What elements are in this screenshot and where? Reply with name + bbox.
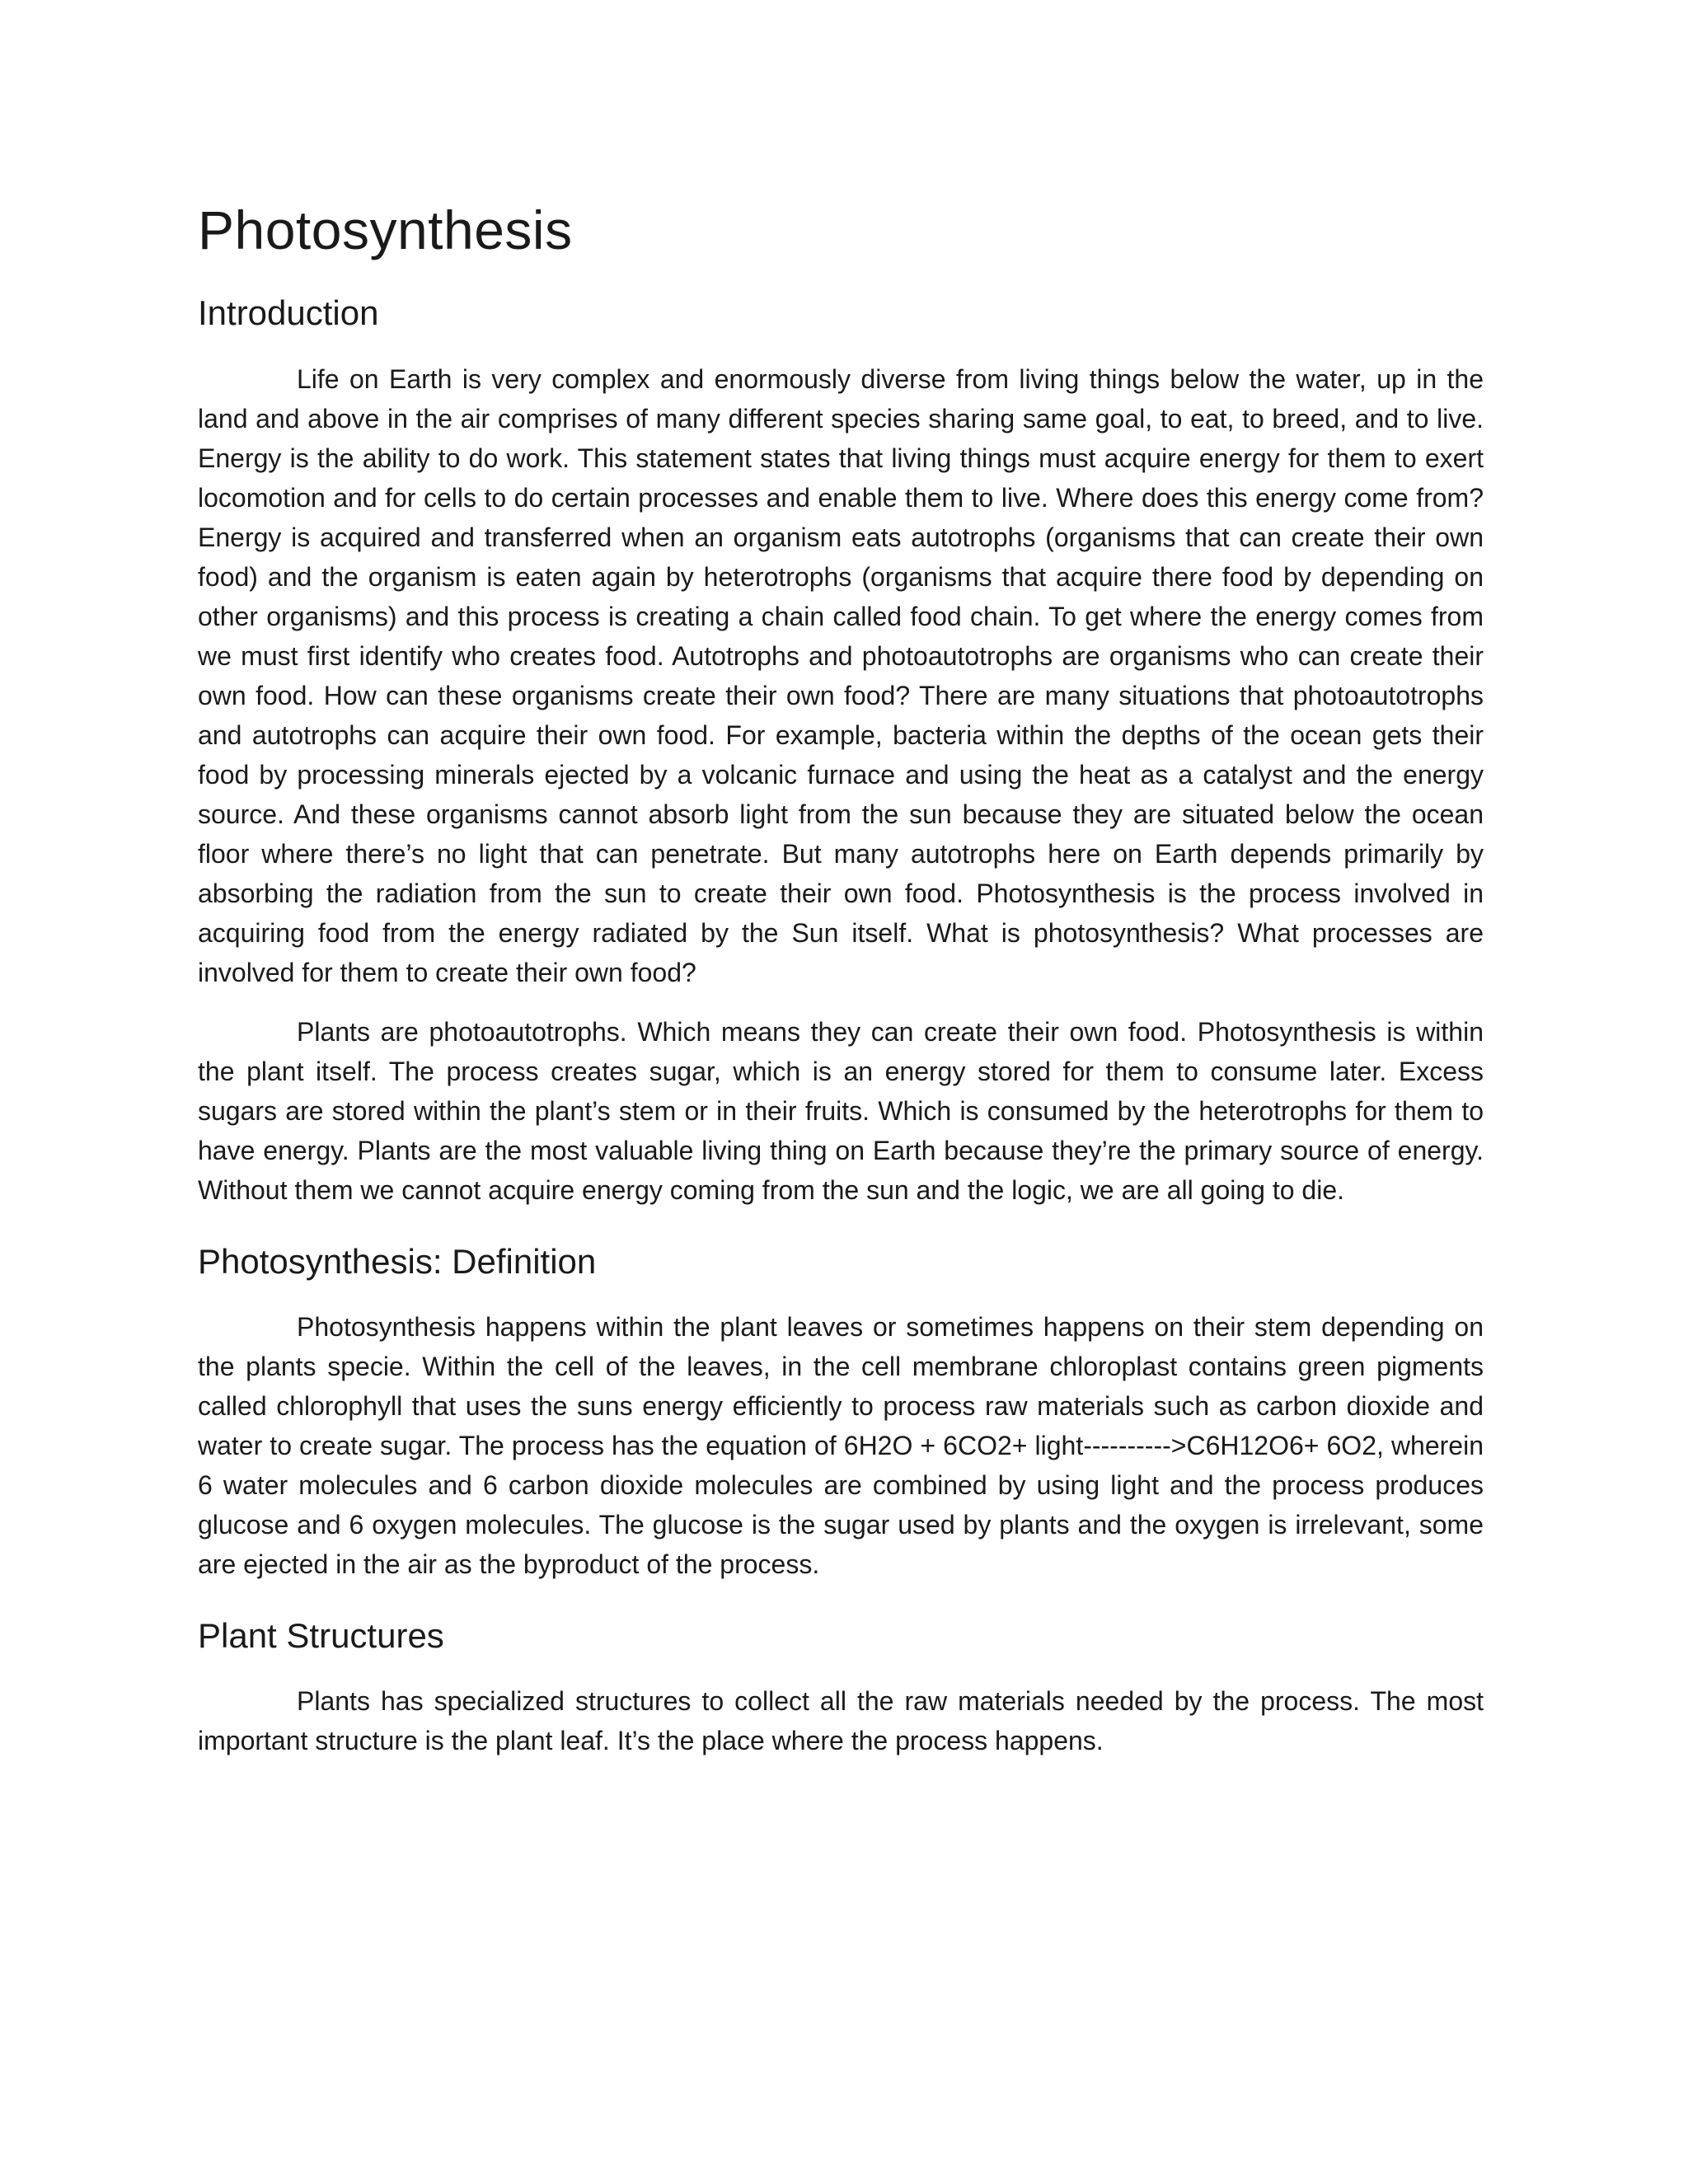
- section-heading-definition: Photosynthesis: Definition: [198, 1241, 597, 1281]
- document-title: Photosynthesis: [198, 199, 573, 260]
- section-heading-introduction: Introduction: [198, 293, 379, 333]
- paragraph-introduction-2: Plants are photoautotrophs. Which means they can create their own food. Photosynthesis is within the plant itself. The process creates sugar, which is an energy stored for them to consume later. Excess sugars are stored within the plant’s stem or in their fruits. Which is consumed by the heterotrophs for them to have energy. Plants are the most valuable living thing on Earth because they’re the primary source of energy. Without them we cannot acquire energy coming from the sun and the logic, we are all going to die.: [198, 1016, 1484, 1205]
- paragraph-introduction-1: Life on Earth is very complex and enormously diverse from living things below the water, up in the land and above in the air comprises of many different species sharing same goal, to eat, to breed, and to live. Energy is the ability to do work. This statement states that living things must acquire energy for them to exert locomotion and for cells to do certain processes and enable them to live. Where does this energy come from? Energy is acquired and transferred when an organism eats autotrophs (organisms that can create their own food) and the organism is eaten again by heterotrophs (organisms that acquire there food by depending on other organisms) and this process is creating a chain called food chain. To get where the energy comes from we must first identify who creates food. Autotrophs and photoautotrophs are organisms who can create their own food. How can these organisms create their own food? There are many situations that photoautotrophs and autotrophs can acquire their own food. For example, bacteria within the depths of the ocean gets their food by processing minerals ejected by a volcanic furnace and using the heat as a catalyst and the energy source. And these organisms cannot absorb light from the sun because they are situated below the ocean floor where there’s no light that can penetrate. But many autotrophs here on Earth depends primarily by absorbing the radiation from the sun to create their own food. Photosynthesis is the process involved in acquiring food from the energy radiated by the Sun itself. What is photosynthesis? What processes are involved for them to create their own food?: [198, 363, 1484, 987]
- paragraph-plant-structures-1: Plants has specialized structures to collect all the raw materials needed by the process. The most important structure is the plant leaf. It’s the place where the process happens.: [198, 1686, 1484, 1756]
- section-definition: [198, 1241, 1484, 1584]
- section-introduction: [198, 293, 1484, 1209]
- document-body: [198, 198, 1484, 1780]
- paragraph-definition-1: Photosynthesis happens within the plant leaves or sometimes happens on their stem depending on the plants specie. Within the cell of the leaves, in the cell membrane chloroplast contains green pigments called chlorophyll that uses the suns energy efficiently to process raw materials such as carbon dioxide and water to create sugar. The process has the equation of 6H2O + 6CO2+ light---------->C6H12O6+ 6O2, wherein 6 water molecules and 6 carbon dioxide molecules are combined by using light and the process produces glucose and 6 oxygen molecules. The glucose is the sugar used by plants and the oxygen is irrelevant, some are ejected in the air as the byproduct of the process.: [198, 1311, 1484, 1579]
- section-heading-plant-structures: Plant Structures: [198, 1615, 444, 1655]
- section-plant-structures: [198, 1615, 1484, 1760]
